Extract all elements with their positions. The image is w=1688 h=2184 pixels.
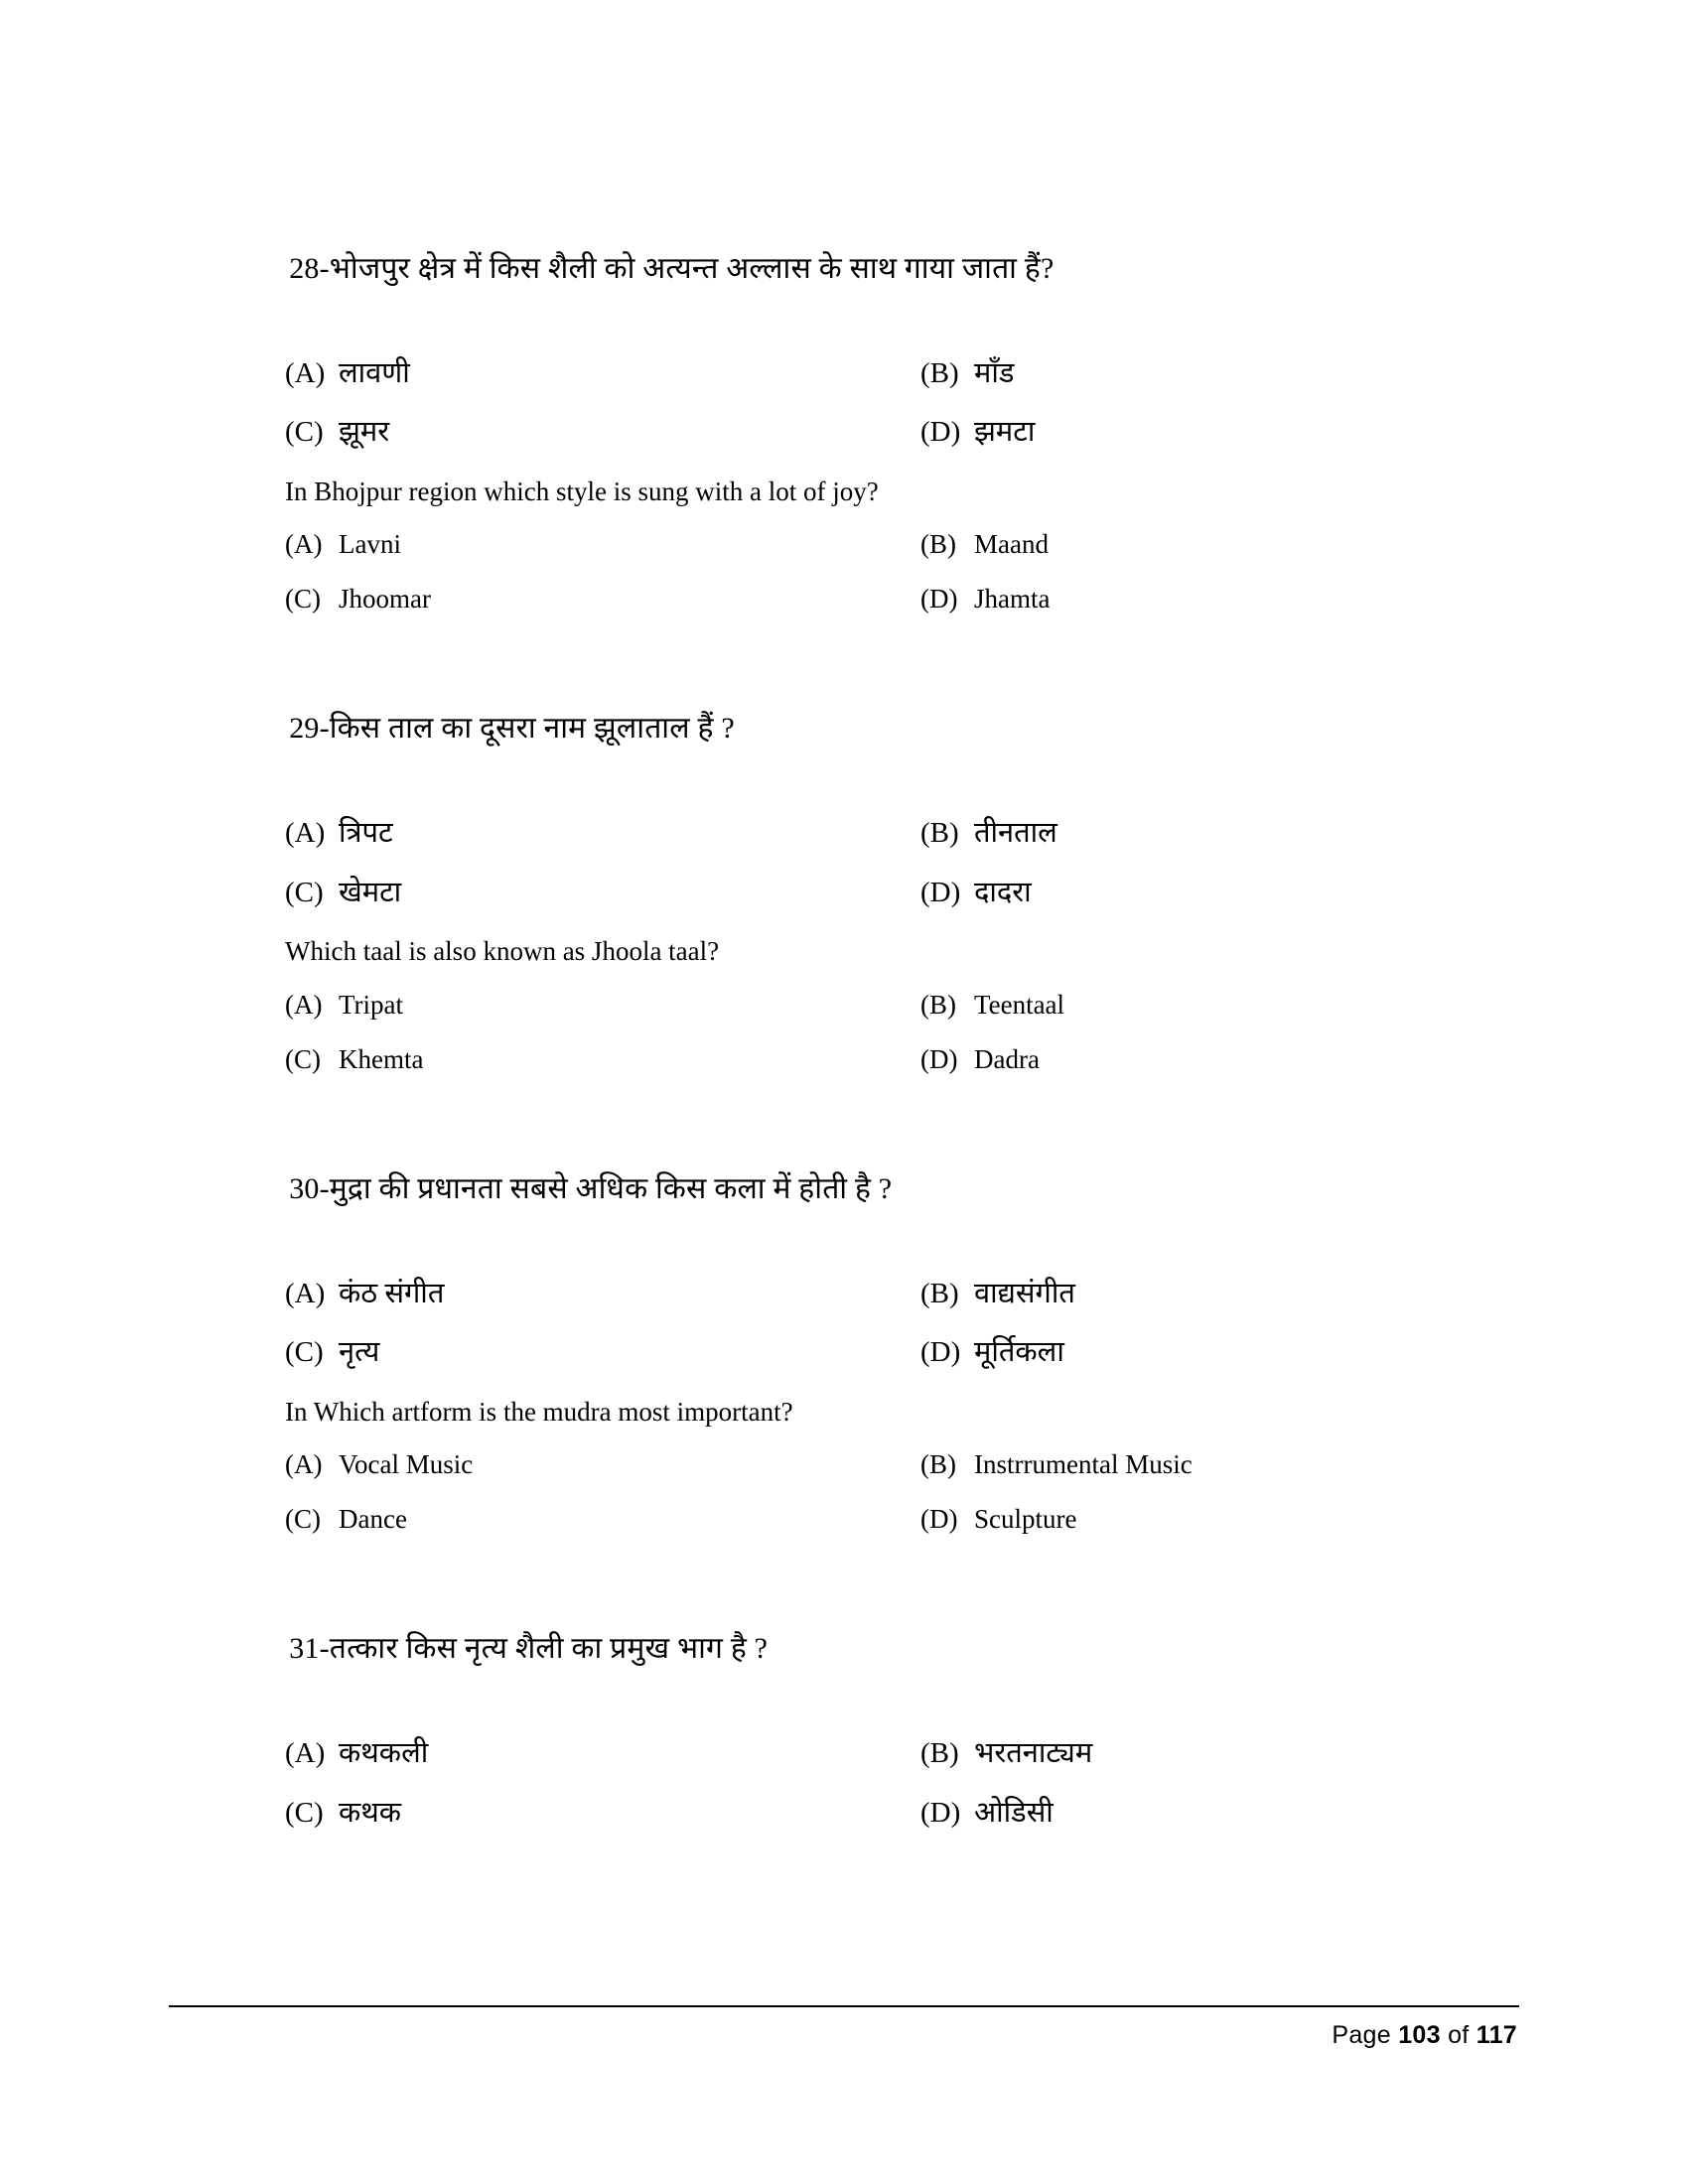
option-item[interactable] — [920, 582, 1519, 616]
option-label: (B) — [920, 1277, 959, 1309]
english-options — [243, 527, 1519, 616]
option-item[interactable] — [920, 355, 1519, 393]
option-text: भरतनाट्यम — [974, 1737, 1093, 1769]
option-item[interactable] — [285, 1502, 920, 1537]
question-hindi-text — [243, 1129, 1519, 1250]
question-hindi-text — [243, 208, 1519, 330]
option-text: Khemta — [339, 1043, 424, 1074]
option-label: (B) — [920, 989, 956, 1020]
option-item[interactable] — [920, 527, 1519, 562]
option-label: (A) — [285, 989, 323, 1020]
option-label: (B) — [920, 1449, 956, 1480]
option-item[interactable] — [920, 414, 1519, 452]
option-item[interactable] — [920, 1502, 1519, 1537]
option-item[interactable] — [920, 1276, 1519, 1313]
option-text: त्रिपट — [339, 817, 393, 849]
option-item[interactable] — [920, 1334, 1519, 1372]
footer-page-prefix: Page — [1332, 2021, 1391, 2049]
question-hindi-body: मुद्रा की प्रधानता सबसे अधिक किस कला में होती है ? — [329, 1171, 893, 1205]
option-label: (B) — [920, 356, 959, 389]
question-block — [243, 669, 1519, 1078]
option-item[interactable] — [285, 875, 920, 912]
footer-total-pages: 117 — [1476, 2021, 1517, 2049]
option-label: (A) — [285, 1449, 323, 1480]
question-hindi-body: भोजपुर क्षेत्र में किस शैली को अत्यन्त अल्लास के साथ गाया जाता हैं? — [329, 251, 1055, 285]
page-footer — [1332, 2021, 1517, 2050]
option-text: मॉंड — [974, 356, 1015, 389]
option-text: वाद्यसंगीत — [974, 1277, 1075, 1309]
question-hindi-text — [243, 1589, 1519, 1710]
option-label: (A) — [285, 817, 326, 849]
option-text: कंठ संगीत — [339, 1277, 445, 1309]
option-item[interactable] — [285, 414, 920, 452]
option-text: Maand — [974, 529, 1049, 560]
option-item[interactable] — [920, 988, 1519, 1023]
option-label: (D) — [920, 1504, 958, 1535]
option-text: लावणी — [339, 356, 410, 389]
option-item[interactable] — [920, 1735, 1519, 1773]
option-text: दादरा — [974, 876, 1032, 908]
option-item[interactable] — [285, 582, 920, 616]
option-text: Lavni — [339, 529, 401, 560]
option-label: (D) — [920, 1336, 961, 1369]
option-label: (A) — [285, 529, 323, 560]
question-hindi-body: किस ताल का दूसरा नाम झूलाताल हैं ? — [329, 712, 735, 745]
question-english-text: Which taal is also known as Jhoola taal? — [285, 936, 720, 967]
option-text: खेमटा — [339, 876, 402, 908]
option-item[interactable] — [285, 355, 920, 393]
option-item[interactable] — [920, 1042, 1519, 1077]
option-label: (D) — [920, 416, 961, 449]
option-item[interactable] — [285, 527, 920, 562]
option-item[interactable] — [285, 815, 920, 853]
option-label: (C) — [285, 876, 324, 908]
hindi-options — [243, 815, 1519, 911]
option-text: Instrrumental Music — [974, 1449, 1193, 1480]
question-english-text: In Bhojpur region which style is sung with a lot of joy? — [285, 476, 879, 506]
option-text: कथक — [339, 1796, 402, 1829]
option-label: (D) — [920, 1796, 961, 1829]
option-item[interactable] — [285, 1735, 920, 1773]
option-item[interactable] — [285, 1276, 920, 1313]
question-block — [243, 1129, 1519, 1538]
hindi-options — [243, 355, 1519, 452]
option-label: (B) — [920, 817, 959, 849]
option-label: (C) — [285, 1504, 321, 1535]
option-text: Teentaal — [974, 989, 1065, 1020]
option-item[interactable] — [285, 1795, 920, 1833]
option-text: Dance — [339, 1504, 407, 1535]
english-options — [243, 988, 1519, 1077]
option-item[interactable] — [285, 1042, 920, 1077]
option-label: (B) — [920, 1737, 959, 1769]
option-label: (A) — [285, 1737, 326, 1769]
option-text: Vocal Music — [339, 1449, 474, 1480]
option-label: (D) — [920, 1043, 958, 1074]
option-text: Tripat — [339, 989, 404, 1020]
option-text: झमटा — [974, 416, 1036, 449]
option-text: Dadra — [974, 1043, 1040, 1074]
footer-page-number: 103 — [1398, 2021, 1441, 2049]
footer-of: of — [1448, 2021, 1470, 2049]
option-item[interactable] — [920, 1447, 1519, 1482]
question-number: 28- — [289, 251, 330, 285]
footer-divider — [169, 2005, 1519, 2007]
question-hindi-body: तत्कार किस नृत्य शैली का प्रमुख भाग है ? — [329, 1632, 769, 1665]
option-label: (A) — [285, 356, 326, 389]
question-block — [243, 1589, 1519, 1833]
hindi-options — [243, 1276, 1519, 1372]
option-text: ओडिसी — [974, 1796, 1054, 1829]
option-item[interactable] — [920, 875, 1519, 912]
option-label: (B) — [920, 529, 956, 560]
option-text: तीनताल — [974, 817, 1057, 849]
option-item[interactable] — [920, 815, 1519, 853]
option-label: (C) — [285, 1796, 324, 1829]
question-number: 29- — [289, 712, 330, 745]
hindi-options — [243, 1735, 1519, 1832]
option-text: कथकली — [339, 1737, 429, 1769]
question-block — [243, 208, 1519, 617]
option-label: (D) — [920, 876, 961, 908]
option-item[interactable] — [285, 1334, 920, 1372]
option-text: झूमर — [339, 416, 390, 449]
option-text: Jhoomar — [339, 584, 431, 614]
option-text: Sculpture — [974, 1504, 1077, 1535]
english-options — [243, 1447, 1519, 1537]
option-item[interactable] — [920, 1795, 1519, 1833]
option-label: (C) — [285, 1336, 324, 1369]
option-text: नृत्य — [339, 1336, 380, 1369]
option-text: मूर्तिकला — [974, 1336, 1064, 1369]
question-hindi-text — [243, 669, 1519, 790]
option-label: (C) — [285, 416, 324, 449]
option-label: (C) — [285, 1043, 321, 1074]
question-number: 30- — [289, 1171, 330, 1205]
option-label: (C) — [285, 584, 321, 614]
option-text: Jhamta — [974, 584, 1051, 614]
option-item[interactable] — [285, 1447, 920, 1482]
question-english-text: In Which artform is the mudra most important? — [285, 1396, 793, 1427]
option-label: (A) — [285, 1277, 326, 1309]
question-number: 31- — [289, 1632, 330, 1665]
option-label: (D) — [920, 584, 958, 614]
option-item[interactable] — [285, 988, 920, 1023]
